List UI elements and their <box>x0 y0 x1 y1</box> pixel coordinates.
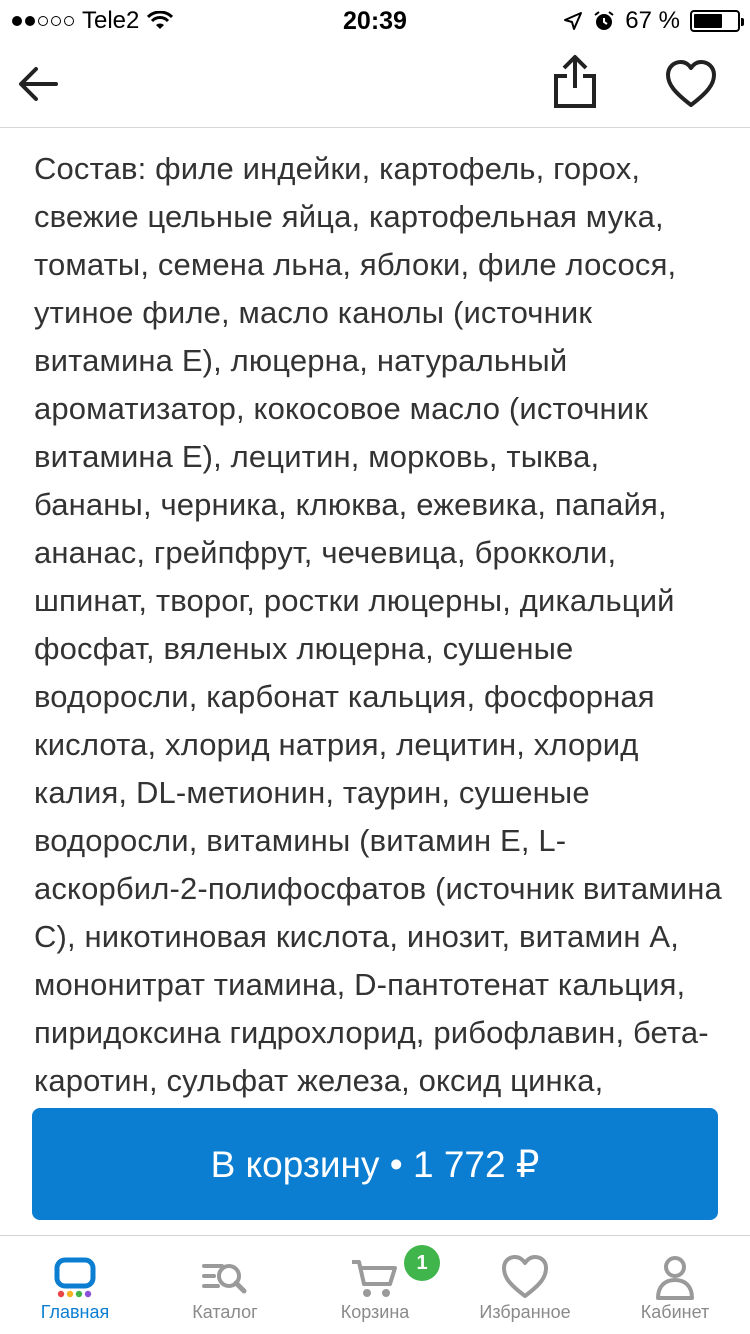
tab-label: Корзина <box>340 1302 410 1322</box>
status-bar <box>0 0 750 40</box>
location-arrow-icon <box>563 11 583 31</box>
carrier-label: Tele2 <box>82 7 140 34</box>
tab-label: Избранное <box>479 1302 571 1322</box>
tab-catalog[interactable] <box>150 1236 300 1334</box>
tab-account[interactable] <box>600 1236 750 1334</box>
bottom-tab-bar <box>0 1235 750 1334</box>
home-icon <box>50 1252 100 1302</box>
share-icon[interactable] <box>550 54 600 110</box>
back-arrow-icon[interactable] <box>14 60 62 108</box>
add-to-cart-button[interactable]: В корзину • 1 772 ₽ <box>32 1108 718 1220</box>
cart-icon <box>350 1252 400 1302</box>
user-icon <box>650 1252 700 1302</box>
tab-home[interactable] <box>0 1236 150 1334</box>
tab-favorites[interactable] <box>450 1236 600 1334</box>
catalog-search-icon <box>200 1252 250 1302</box>
product-composition <box>34 145 724 1235</box>
battery-icon <box>690 10 740 32</box>
tab-label: Кабинет <box>640 1302 710 1322</box>
favorite-heart-icon[interactable] <box>664 58 718 110</box>
status-time: 20:39 <box>343 7 407 35</box>
battery-percent: 67 % <box>625 7 680 34</box>
top-navigation-bar <box>0 40 750 128</box>
composition-text: Состав: филе индейки, картофель, горох, свежие цельные яйца, картофельная мука, томаты, семена льна, яблоки, филе лосося, утиное филе, масло канолы (источник витамина E), люцерна, натуральный ароматизатор, кокосовое масло (источник витамина E), лецитин, морковь, тыква, бананы, черника, клюква, ежевика, папайя, ананас, грейпфрут, чечевица, брокколи, шпинат, творог, ростки люцерны, дикальций фосфат, вяленых люцерна, сушеные водоросли, карбонат кальция, фосфорная кислота, хлорид натрия, лецитин, хлорид калия, DL-метионин, таурин, сушеные водоросли, витамины (витамин E, L-аскорбил-2-полифосфатов (источник витамина C), никотиновая кислота, инозит, витамин А, мононитрат тиамина, D-пантотенат кальция, пиридоксина гидрохлорид, рибофлавин, бета-каротин, сульфат железа, оксид цинка, <box>34 151 722 1098</box>
tab-label: Главная <box>40 1302 110 1322</box>
heart-icon <box>500 1252 550 1302</box>
tab-label: Каталог <box>192 1302 258 1322</box>
alarm-icon <box>593 10 615 32</box>
cart-count-badge: 1 <box>404 1245 440 1281</box>
status-right <box>563 7 740 35</box>
